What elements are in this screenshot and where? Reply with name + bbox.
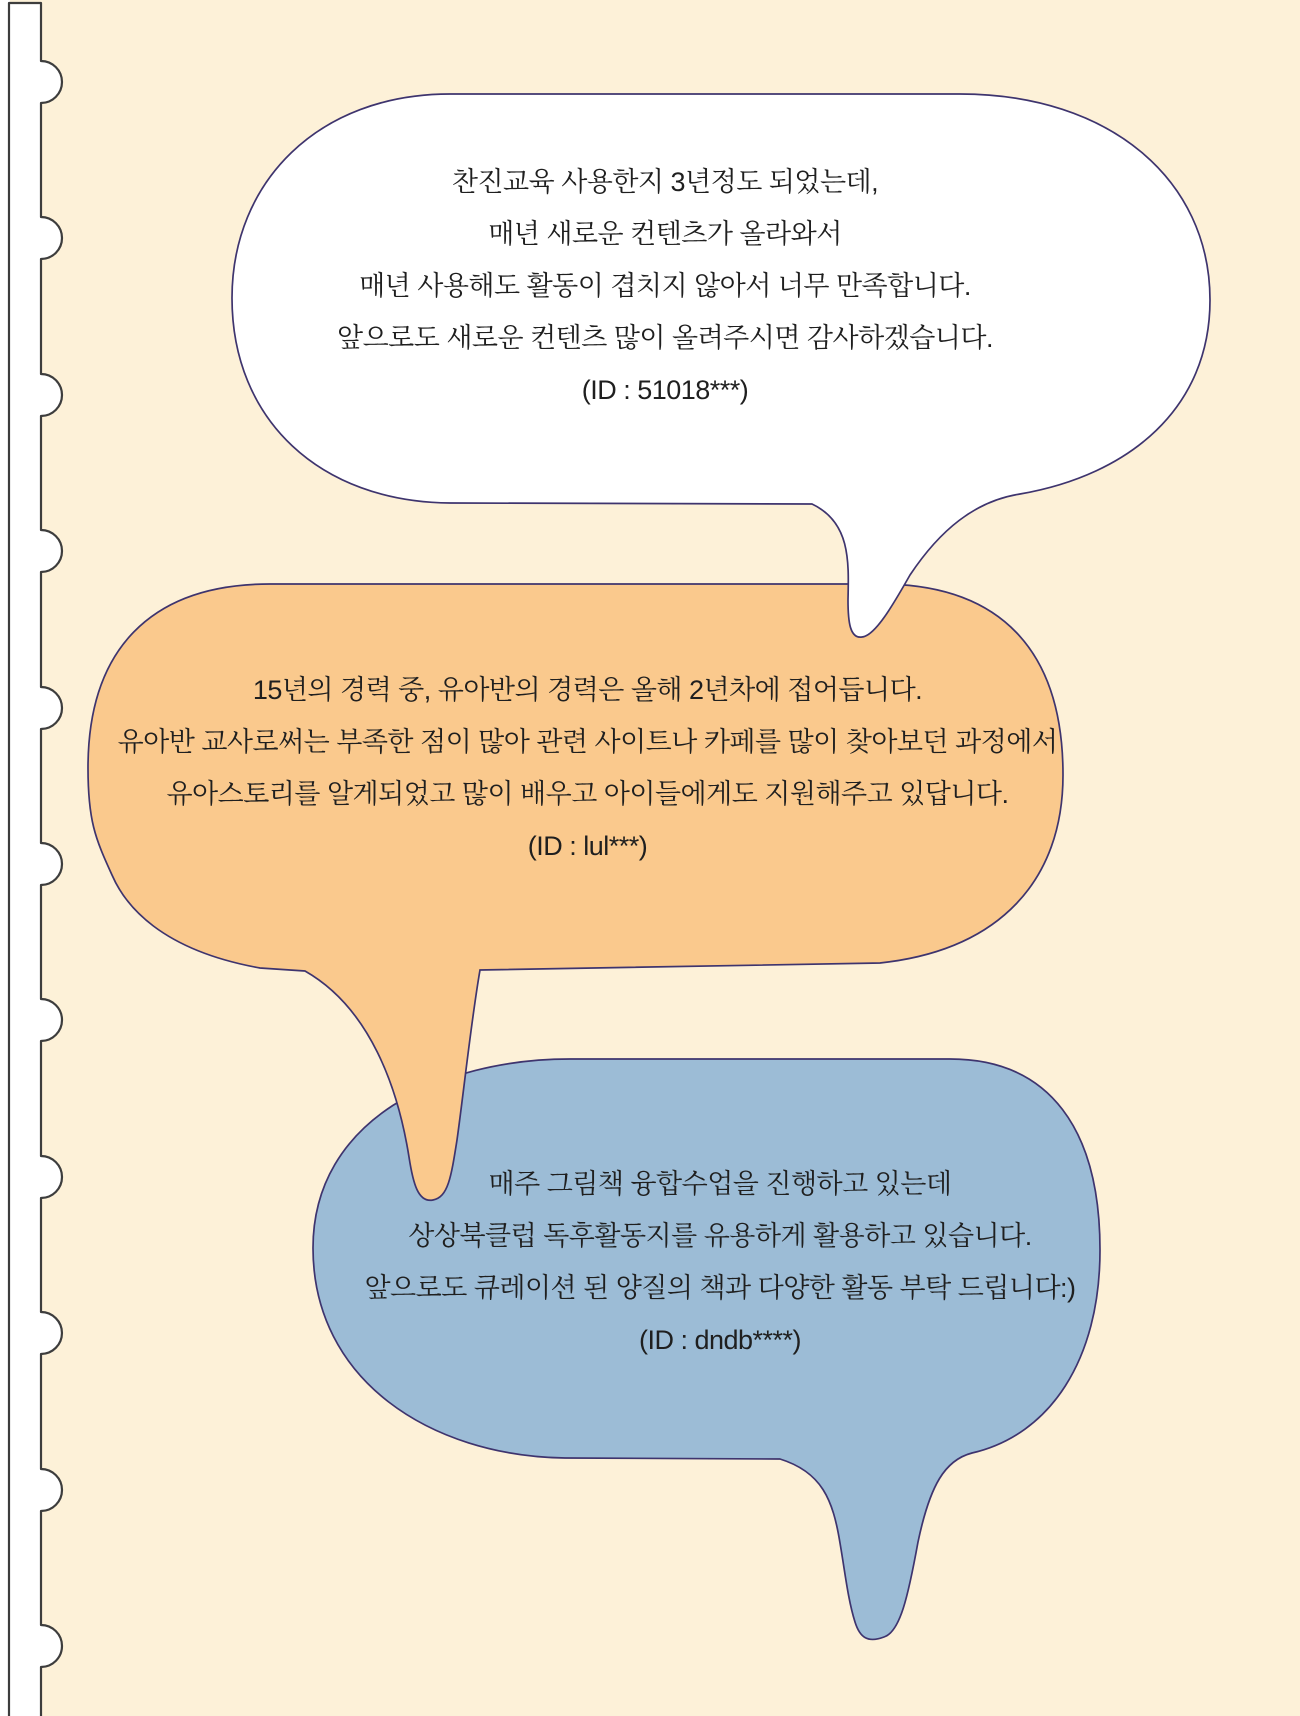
review-line: 유아반 교사로써는 부족한 점이 많아 관련 사이트나 카페를 많이 찾아보던 과정에서 bbox=[117, 727, 1058, 757]
review-line: 매년 사용해도 활동이 겹치지 않아서 너무 만족합니다. bbox=[359, 271, 971, 301]
reviewer-id: (ID : dndb****) bbox=[638, 1325, 802, 1355]
review-line: 상상북클럽 독후활동지를 유용하게 활용하고 있습니다. bbox=[408, 1221, 1032, 1251]
testimonial-bubble-1 bbox=[237, 156, 1093, 416]
review-line: 매년 새로운 컨텐츠가 올라와서 bbox=[488, 219, 842, 249]
review-line: 찬진교육 사용한지 3년정도 되었는데, bbox=[451, 167, 879, 197]
review-line: 매주 그림책 융합수업을 진행하고 있는데 bbox=[488, 1169, 952, 1199]
review-line: 앞으로도 새로운 컨텐츠 많이 올려주시면 감사하겠습니다. bbox=[337, 323, 993, 353]
testimonial-bubble-2 bbox=[100, 664, 1075, 872]
review-line: 15년의 경력 중, 유아반의 경력은 올해 2년차에 접어듭니다. bbox=[252, 675, 923, 705]
testimonial-bubble-3 bbox=[320, 1158, 1120, 1366]
reviewer-id: (ID : lul***) bbox=[527, 831, 648, 861]
review-line: 유아스토리를 알게되었고 많이 배우고 아이들에게도 지원해주고 있답니다. bbox=[166, 779, 1009, 809]
notebook-edge bbox=[9, 3, 62, 1716]
reviewer-id: (ID : 51018***) bbox=[581, 375, 749, 405]
review-line: 앞으로도 큐레이션 된 양질의 책과 다양한 활동 부탁 드립니다:) bbox=[364, 1273, 1076, 1303]
